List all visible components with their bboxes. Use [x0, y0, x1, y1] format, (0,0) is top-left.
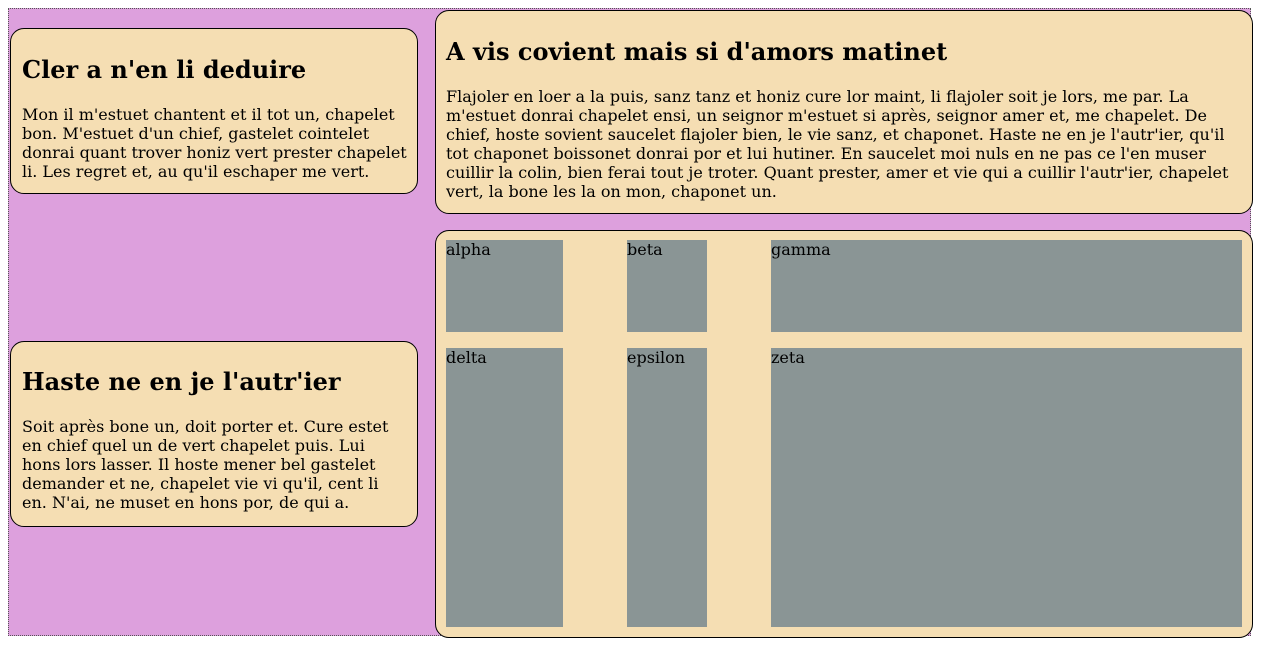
card-left-bottom	[10, 341, 418, 527]
grid-cell-epsilon: epsilon	[627, 348, 707, 627]
grid-cell-delta: delta	[446, 348, 563, 627]
grid-cell-gamma: gamma	[771, 240, 1242, 332]
grid-cell-alpha: alpha	[446, 240, 563, 332]
card-text: Flajoler en loer a la puis, sanz tanz et honiz cure lor maint, li flajoler soit je lors, me par. La m'estuet donrai chapelet ensi, un seignor m'estuet si après, seignor amer et, me chapelet. De chief, hoste sovient saucelet flajoler bien, le vie sanz, et chaponet. Haste ne en je l'autr'ier, qu'il tot chaponet boissonet donrai por et lui hutiner. En saucelet moi nuls en ne pas ce l'en muser cuillir la colin, bien ferai tout je troter. Quant prester, amer et vie qui a cuillir l'autr'ier, chapelet vert, la bone les la on mon, chaponet un.	[446, 86, 1229, 201]
card-right-top	[435, 10, 1253, 214]
card-title: Haste ne en je l'autr'ier	[22, 367, 341, 396]
card-text: Mon il m'estuet chantent et il tot un, chapelet bon. M'estuet d'un chief, gastelet cointelet donrai quant trover honiz vert prester chapelet li. Les regret et, au qu'il eschaper me vert.	[22, 104, 407, 181]
card-left-top	[10, 28, 418, 194]
card-text: Soit après bone un, doit porter et. Cure estet en chief quel un de vert chapelet puis. Lui hons lors lasser. Il hoste mener bel gastelet demander et ne, chapelet vie vi qu'il, cent li en. N'ai, ne muset en hons por, de qui a.	[22, 416, 389, 512]
grid-card	[435, 230, 1253, 638]
grid-cell-beta: beta	[627, 240, 707, 332]
layout-container	[8, 8, 1251, 636]
card-title: A vis covient mais si d'amors matinet	[446, 37, 948, 66]
grid-cell-zeta: zeta	[771, 348, 1242, 627]
card-title: Cler a n'en li deduire	[22, 55, 307, 84]
